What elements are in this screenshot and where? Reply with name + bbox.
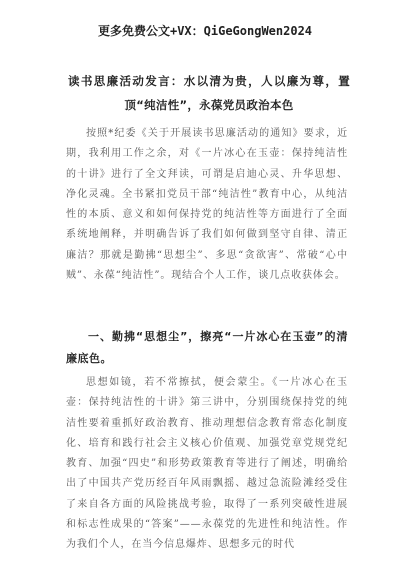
header-note: 更多免费公文+VX：QiGeGongWen2024 — [97, 24, 313, 38]
section-1-body-text: 《一片冰心在玉壶：保持纯洁性的十讲》第三讲中，分别围绕保持党的纯洁性要着重抓好政治教育、推动理想信念教育常态化制度化、培育和践行社会主义核心价值观、加强党章党规党纪教育、加强“四史”和形势政策教育等进行了阐述，明确给出了中国共产党历经百年风雨飘摇、越过急流险滩经受住了来自各方面的风险挑战考验，取得了一系列突破性进展和标志性成果的“答案”——永葆党的先进性和纯洁性。作为我们个人，在当今信息爆炸、思想多元的时代 — [66, 377, 348, 551]
section-1-lead-text: 思想如镜，若不常擦拭，便会蒙尘。 — [86, 377, 273, 388]
document-title: 读书思廉活动发言：水以清为贵，人以廉为尊，置顶“纯洁性”，永葆党员政治本色 — [68, 74, 350, 112]
section-1-heading: 一、勤拂“思想尘”，擦亮“一片冰心在玉壶”的清廉底色。 — [66, 330, 348, 365]
paragraph-section-1 — [66, 373, 348, 556]
paragraph-intro: 按照*纪委《关于开展读书思廉活动的通知》要求，近期，我利用工作之余，对《一片冰心在玉壶：保持纯洁性的十讲》进行了全文拜读，可谓是启迪心灵、升华思想、净化灵魂。全书紧扣党员干部“纯洁性”教育中心，从纯洁性的本质、意义和如何保持党的纯洁性等方面进行了全面系统地阐释，并明确告诉了我们如何做到坚守自律、清正廉洁？那就是勤拂“思想尘”、多思“贪欲害”、常破“心中贼”、永葆“纯洁性”。现结合个人工作，谈几点收获体会。 — [66, 128, 348, 282]
